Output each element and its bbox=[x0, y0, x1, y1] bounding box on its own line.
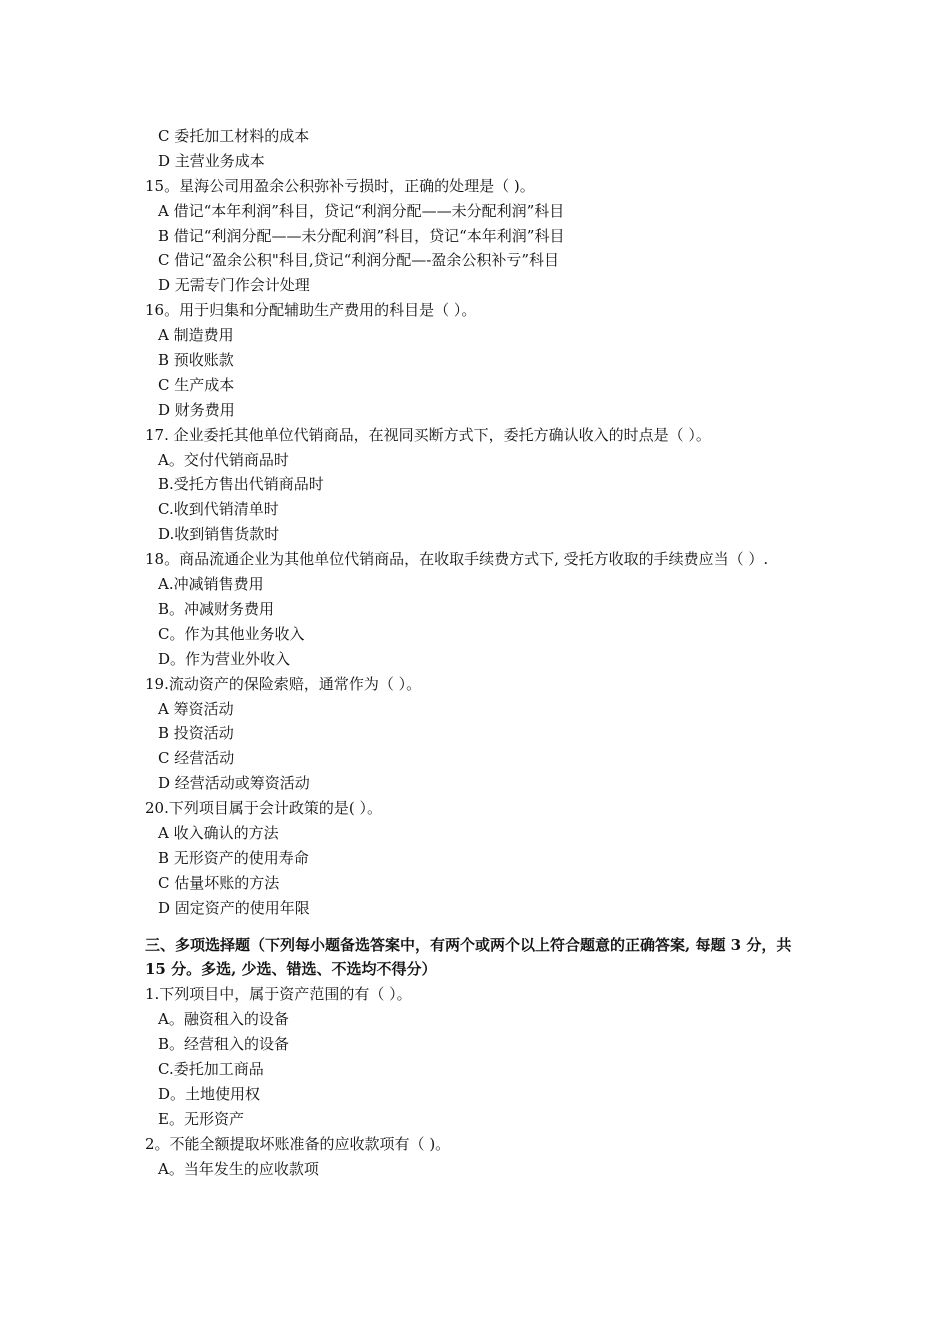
answer-option: A。交付代销商品时 bbox=[158, 450, 289, 469]
answer-option: E。无形资产 bbox=[158, 1109, 244, 1128]
answer-option: D 经营活动或筹资活动 bbox=[158, 774, 310, 793]
answer-option: C 经营活动 bbox=[158, 749, 235, 768]
question-text: 19.流动资产的保险索赔，通常作为（ ）。 bbox=[145, 674, 422, 693]
question-18-text: 18。商品流通企业为其他单位代销商品，在收取手续费方式下, 受托方收取的手续费应当（ ）. bbox=[145, 550, 769, 569]
question-text: 17. 企业委托其他单位代销商品，在视同买断方式下，委托方确认收入的时点是（ ）。 bbox=[145, 425, 711, 444]
answer-option: D 固定资产的使用年限 bbox=[158, 898, 310, 917]
question-text: 1.下列项目中，属于资产范围的有（ ）。 bbox=[145, 985, 412, 1004]
question-text: 20.下列项目属于会计政策的是( ）。 bbox=[145, 799, 382, 818]
answer-option: D.收到销售货款时 bbox=[158, 525, 280, 544]
answer-option: B 投资活动 bbox=[158, 724, 234, 743]
answer-option: C.委托加工商品 bbox=[158, 1060, 264, 1078]
answer-option: B。冲减财务费用 bbox=[158, 599, 275, 618]
answer-option: B 无形资产的使用寿命 bbox=[158, 848, 309, 867]
answer-option: C 借记“盈余公积"科目,贷记“利润分配—-盈余公积补亏”科目 bbox=[158, 251, 559, 270]
answer-option: A。当年发生的应收款项 bbox=[158, 1159, 319, 1178]
answer-option: A 借记“本年利润”科目，贷记“利润分配——未分配利润”科目 bbox=[158, 201, 565, 220]
answer-option: D 主营业务成本 bbox=[158, 151, 265, 170]
question-text: 16。用于归集和分配辅助生产费用的科目是（ ）。 bbox=[145, 301, 477, 320]
answer-option: D 无需专门作会计处理 bbox=[158, 276, 310, 295]
answer-option: B 借记“利润分配——未分配利润”科目，贷记“本年利润”科目 bbox=[158, 226, 565, 245]
answer-option: A 制造费用 bbox=[158, 326, 234, 345]
answer-option: A 收入确认的方法 bbox=[158, 823, 279, 842]
answer-option: A 筹资活动 bbox=[158, 699, 234, 718]
question-block-14-17 bbox=[145, 124, 813, 547]
question-text: 2。不能全额提取坏账准备的应收款项有（ )。 bbox=[145, 1134, 451, 1153]
answer-option: A。融资租入的设备 bbox=[158, 1010, 289, 1029]
answer-option: B 预收账款 bbox=[158, 351, 234, 370]
answer-option: D。作为营业外收入 bbox=[158, 649, 291, 668]
answer-option: D 财务费用 bbox=[158, 400, 235, 419]
section-3-heading: 三、多项选择题（下列每小题备选答案中，有两个或两个以上符合题意的正确答案, 每题 3 分，共 15 分。多选, 少选、错选、不选均不得分） bbox=[145, 935, 792, 979]
answer-option: C 生产成本 bbox=[158, 375, 235, 394]
answer-option: C 估量坏账的方法 bbox=[158, 873, 280, 892]
question-block-multi-choice bbox=[145, 982, 813, 1181]
answer-option: B。经营租入的设备 bbox=[158, 1035, 290, 1054]
answer-option: D。土地使用权 bbox=[158, 1084, 261, 1103]
exam-content bbox=[145, 124, 813, 1181]
question-text: 15。星海公司用盈余公积弥补亏损时，正确的处理是（ )。 bbox=[145, 176, 535, 195]
answer-option: A.冲减销售费用 bbox=[158, 575, 264, 594]
answer-option: C。作为其他业务收入 bbox=[158, 624, 305, 643]
question-block-18-20 bbox=[145, 572, 813, 920]
answer-option: B.受托方售出代销商品时 bbox=[158, 475, 324, 494]
answer-option: C 委托加工材料的成本 bbox=[158, 127, 310, 145]
answer-option: C.收到代销清单时 bbox=[158, 500, 279, 519]
